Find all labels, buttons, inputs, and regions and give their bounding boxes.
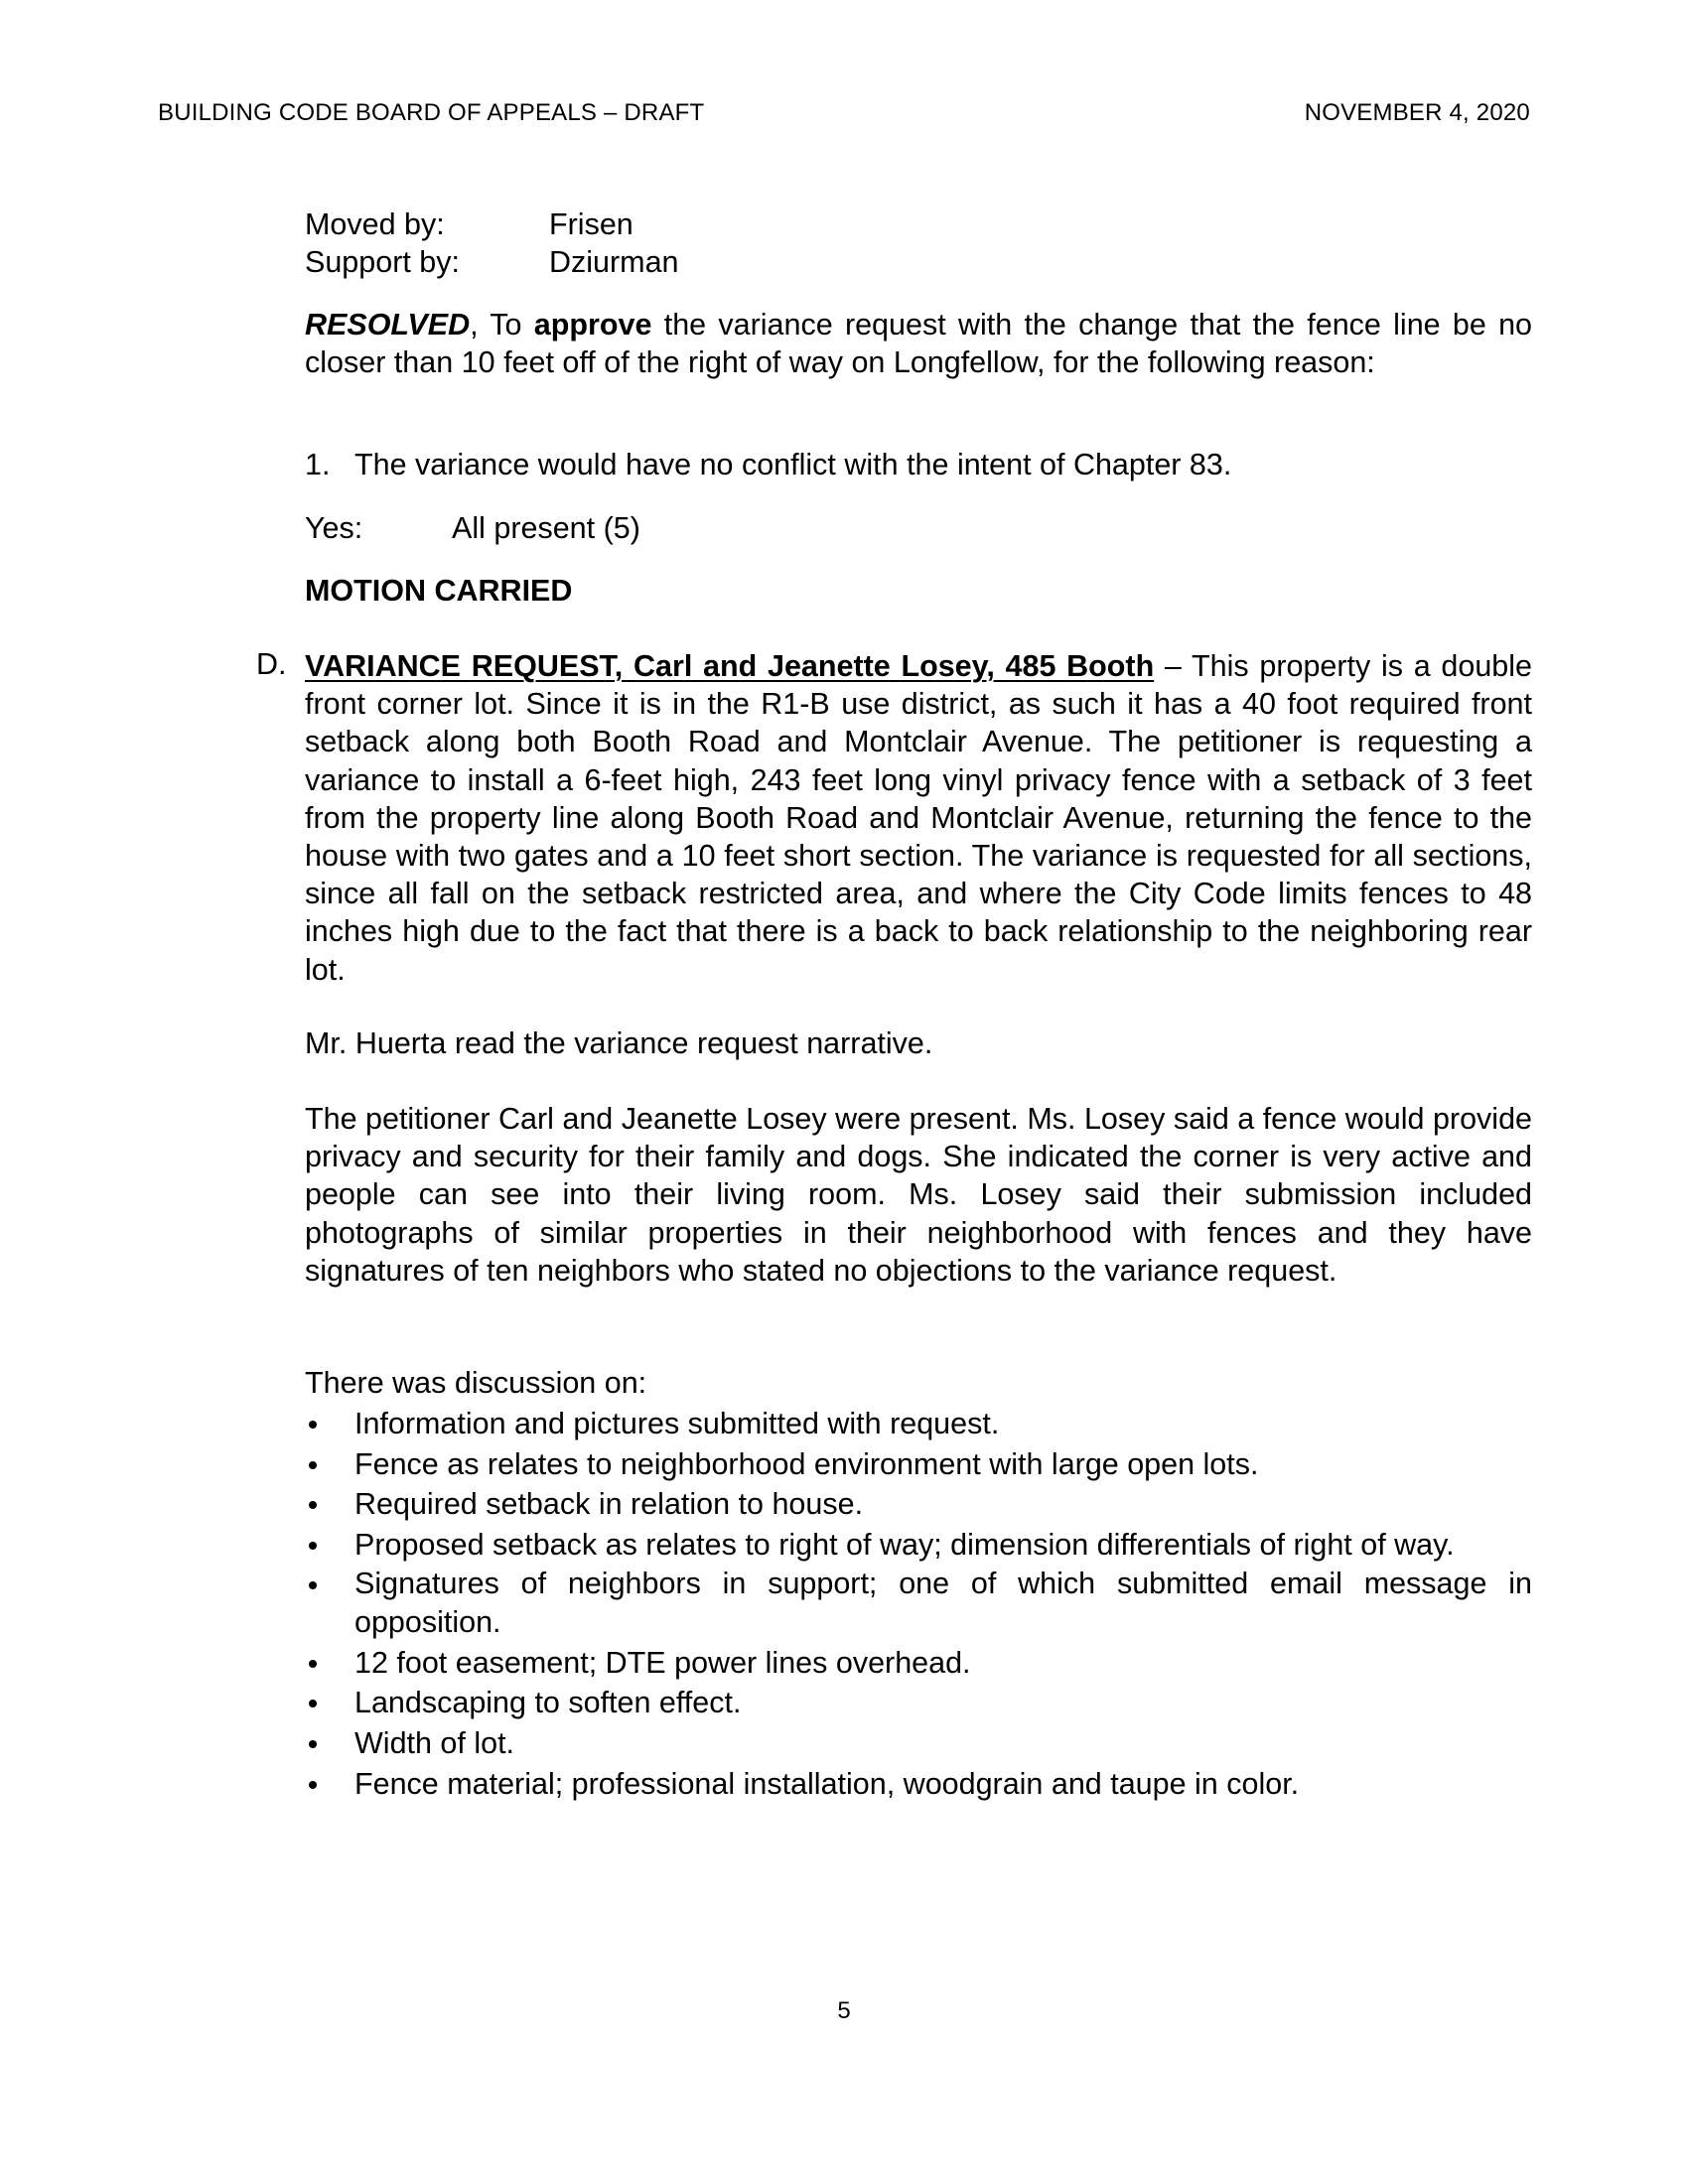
approve-word: approve [533, 308, 652, 341]
vote-line [305, 509, 1532, 547]
page-number: 5 [837, 1997, 851, 2024]
bullet-icon [309, 1421, 317, 1429]
moved-by-value: Frisen [549, 207, 633, 241]
list-item: Fence material; professional installation, woodgrain and taupe in color. [305, 1764, 1532, 1805]
list-item: Proposed setback as relates to right of way; dimension differentials of right of way. [305, 1525, 1532, 1566]
section-d-intro-text: – This property is a double front corner lot. Since it is in the R1-B use district, as such it has a 40 foot required front setback along both Booth Road and Montclair Avenue. The petitioner is requesting a variance to install a 6-feet high, 243 feet long vinyl privacy fence with a setback of 3 feet from the property line along Booth Road and Montclair Avenue, returning the fence to the house with two gates and a 10 feet short section. The variance is requested for all sections, since all fall on the setback restricted area, and where the City Code limits fences to 48 inches high due to the fact that there is a back to back relationship to the neighboring rear lot. [305, 649, 1532, 987]
resolved-word: RESOLVED [305, 308, 471, 341]
list-item: Required setback in relation to house. [305, 1484, 1532, 1525]
yes-value: All present (5) [452, 511, 640, 545]
list-item: Width of lot. [305, 1723, 1532, 1764]
header-date: NOVEMBER 4, 2020 [1304, 99, 1530, 126]
moved-by-label: Moved by: [305, 207, 445, 241]
list-item: Signatures of neighbors in support; one of which submitted email message in opposition. [305, 1565, 1532, 1640]
yes-label: Yes: [305, 511, 363, 545]
motion-carried: MOTION CARRIED [305, 574, 573, 608]
resolution-paragraph [305, 306, 1532, 381]
reason-item [305, 446, 1231, 483]
list-item: 12 foot easement; DTE power lines overhead. [305, 1643, 1532, 1684]
bullet-icon [309, 1581, 317, 1589]
reason-text: The variance would have no conflict with the intent of Chapter 83. [354, 448, 1232, 481]
section-letter: D. [256, 647, 287, 681]
bullet-icon [309, 1700, 317, 1707]
header-title: BUILDING CODE BOARD OF APPEALS – DRAFT [158, 99, 705, 126]
support-by-label: Support by: [305, 245, 460, 279]
bullet-icon [309, 1781, 317, 1789]
section-d-title: VARIANCE REQUEST, Carl and Jeanette Losey, 485 Booth [305, 649, 1155, 683]
list-item: Landscaping to soften effect. [305, 1683, 1532, 1723]
reason-number: 1. [305, 448, 331, 481]
bullet-icon [309, 1461, 317, 1469]
bullet-icon [309, 1501, 317, 1509]
discussion-intro: There was discussion on: [305, 1366, 647, 1400]
resolved-rest: the variance request with the change that the fence line be no closer than 10 feet off of the right of way on Longfellow, for the following reason: [305, 308, 1533, 380]
narrative-paragraph: Mr. Huerta read the variance request narrative. [305, 1026, 933, 1060]
discussion-list [305, 1404, 1532, 1804]
moved-by-line [305, 205, 1532, 243]
bullet-icon [309, 1542, 317, 1550]
bullet-icon [309, 1660, 317, 1668]
support-by-value: Dziurman [549, 245, 679, 279]
resolved-after: , To [470, 308, 534, 341]
list-item: Information and pictures submitted with request. [305, 1404, 1532, 1444]
bullet-icon [309, 1740, 317, 1748]
list-item: Fence as relates to neighborhood environment with large open lots. [305, 1444, 1532, 1485]
section-d-intro [305, 647, 1532, 989]
petitioner-paragraph: The petitioner Carl and Jeanette Losey were present. Ms. Losey said a fence would provide privacy and security for their family and dogs. She indicated the corner is very active and people can see into their living room. Ms. Losey said their submission included photographs of similar properties in their neighborhood with fences and they have signatures of ten neighbors who stated no objections to the variance request. [305, 1102, 1532, 1288]
support-by-line [305, 243, 1532, 281]
